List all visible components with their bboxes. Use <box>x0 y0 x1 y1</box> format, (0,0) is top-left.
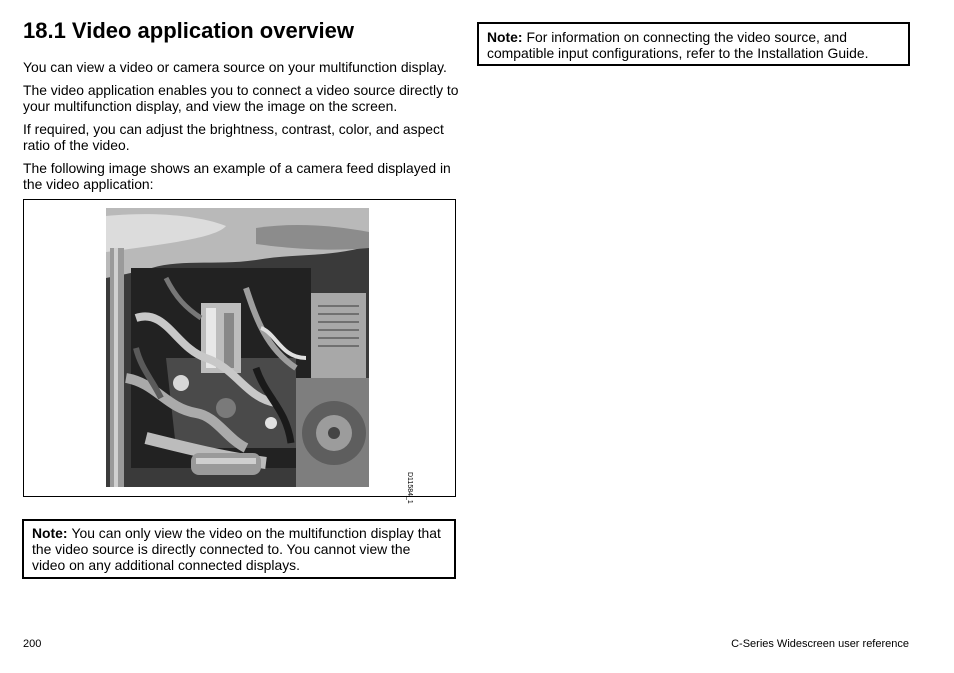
note-text: For information on connecting the video source, and compatible input configurations, refer to the Installation Guide. <box>487 29 869 61</box>
note-label: Note: <box>487 29 523 45</box>
section-heading: 18.1 Video application overview <box>23 18 354 43</box>
paragraph-figure-intro: The following image shows an example of a camera feed displayed in the video application: <box>23 160 451 192</box>
note-box-display <box>22 519 456 579</box>
note-box-installation <box>477 22 910 66</box>
note-label: Note: <box>32 525 68 541</box>
figure-code: D11584_1 <box>406 472 413 504</box>
page-number: 200 <box>23 638 42 650</box>
camera-feed-image <box>106 208 369 487</box>
figure-frame <box>23 199 456 497</box>
note-text: You can only view the video on the multifunction display that the video source is directly connected to. You cannot view the video on any additional connected displays. <box>32 525 441 573</box>
paragraph-adjust: If required, you can adjust the brightness, contrast, color, and aspect ratio of the video. <box>23 121 444 153</box>
paragraph-connect: The video application enables you to connect a video source directly to your multifunction display, and view the image on the screen. <box>23 82 459 114</box>
paragraph-intro: You can view a video or camera source on your multifunction display. <box>23 59 447 75</box>
document-title: C-Series Widescreen user reference <box>731 638 909 650</box>
